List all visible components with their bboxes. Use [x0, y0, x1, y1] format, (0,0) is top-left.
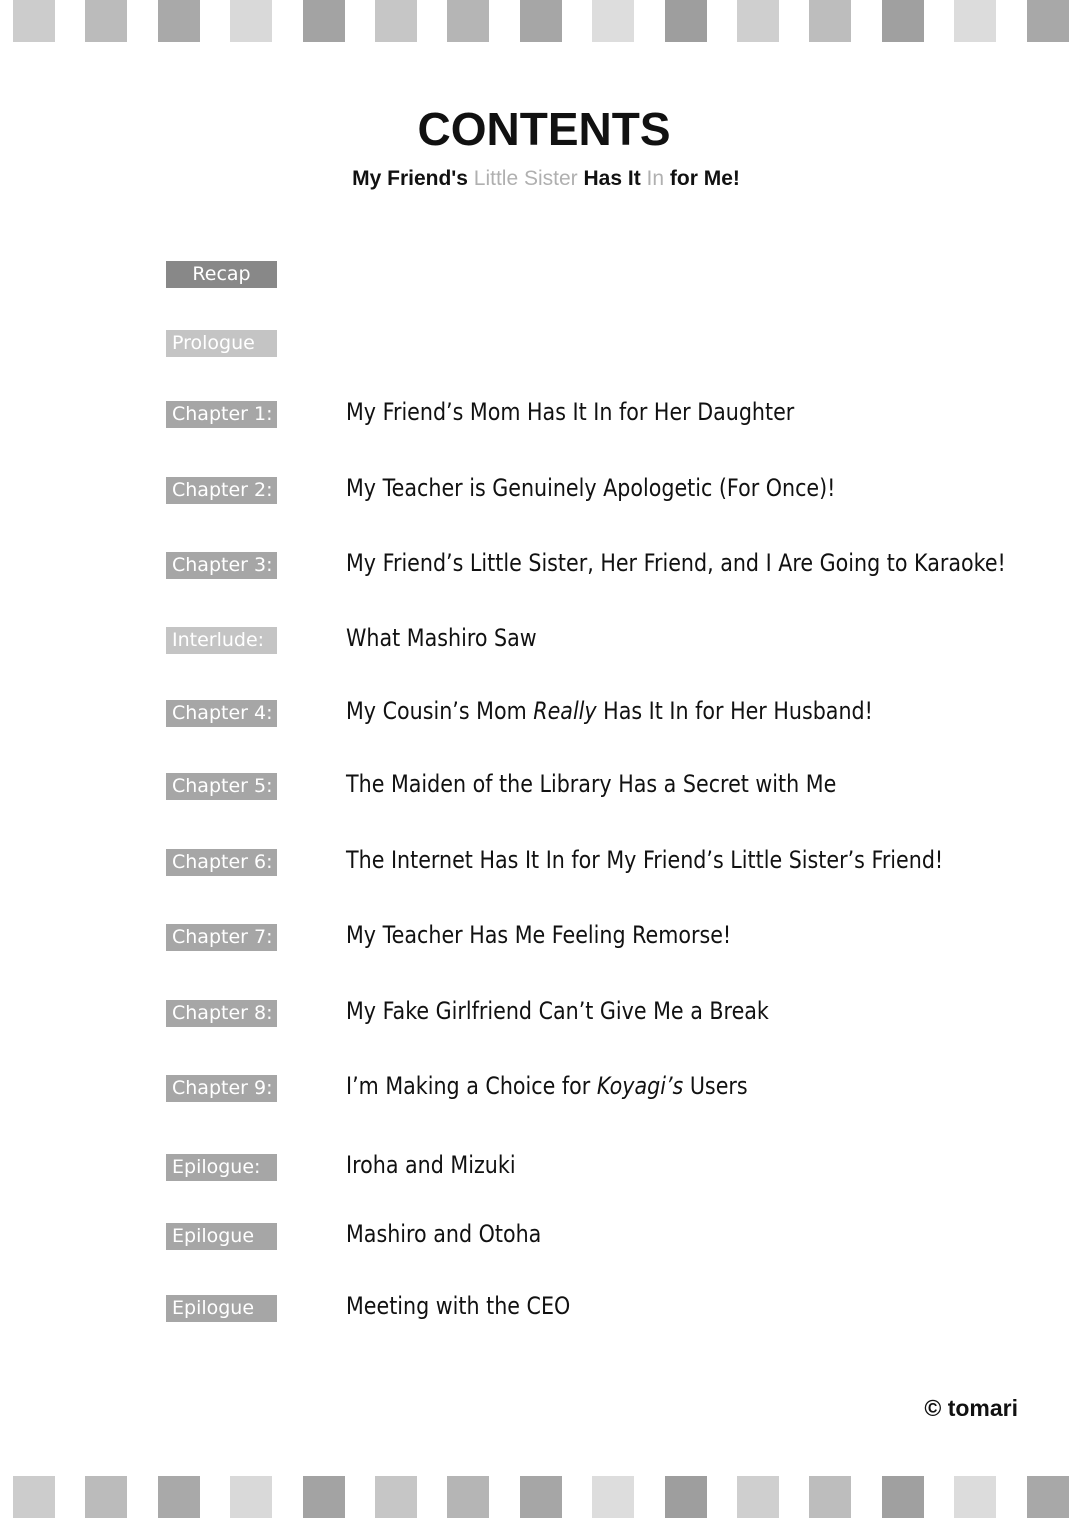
toc-entry[interactable]	[0, 330, 1080, 370]
decor-square	[592, 0, 634, 42]
toc-entry[interactable]	[0, 1292, 1080, 1346]
toc-entry-label: Prologue	[166, 330, 277, 357]
book-subtitle	[0, 167, 1080, 191]
toc-entry-label: Recap	[166, 261, 277, 288]
toc-entry-label: Chapter 9:	[166, 1075, 277, 1102]
decor-square	[520, 0, 562, 42]
decor-square	[737, 1476, 779, 1518]
decor-square	[447, 0, 489, 42]
toc-entry[interactable]	[0, 1220, 1080, 1274]
decor-square	[665, 1476, 707, 1518]
decor-square	[1027, 1476, 1069, 1518]
top-decorative-strip	[0, 0, 1080, 42]
toc-entry-title: My Teacher is Genuinely Apologetic (For Once)!	[346, 474, 836, 502]
toc-entry-label: Epilogue 2:	[166, 1223, 277, 1250]
decor-square	[1027, 0, 1069, 42]
toc-entry[interactable]	[0, 261, 1080, 301]
decor-square	[737, 0, 779, 42]
toc-entry[interactable]	[0, 1072, 1080, 1115]
toc-entry[interactable]	[0, 474, 1080, 517]
decor-square	[809, 0, 851, 42]
copyright-credit: © tomari	[924, 1395, 1018, 1421]
decor-square	[665, 0, 707, 42]
toc-entry-title: My Cousin’s Mom Really Has It In for Her Husband!	[346, 697, 873, 725]
toc-entry[interactable]	[0, 697, 1080, 740]
toc-entry[interactable]	[0, 398, 1080, 441]
toc-entry-title: The Maiden of the Library Has a Secret with Me	[346, 770, 837, 798]
decor-square	[882, 1476, 924, 1518]
toc-entry-title: Mashiro and Otoha	[346, 1220, 542, 1248]
toc-entry-title: Iroha and Mizuki	[346, 1151, 516, 1179]
toc-entry-title: My Fake Girlfriend Can’t Give Me a Break	[346, 997, 769, 1025]
toc-entry-title: What Mashiro Saw	[346, 624, 537, 652]
toc-entry-label: Epilogue:	[166, 1154, 277, 1181]
decor-square	[13, 0, 55, 42]
decor-square	[158, 1476, 200, 1518]
toc-entry[interactable]	[0, 1151, 1080, 1194]
subtitle-part: My Friend's	[352, 167, 474, 190]
decor-square	[375, 1476, 417, 1518]
toc-entry-label: Chapter 2:	[166, 477, 277, 504]
decor-square	[882, 0, 924, 42]
decor-square	[230, 0, 272, 42]
toc-entry[interactable]	[0, 549, 1080, 592]
decor-square	[303, 1476, 345, 1518]
decor-square	[375, 0, 417, 42]
decor-square	[447, 1476, 489, 1518]
decor-square	[85, 0, 127, 42]
page-title: CONTENTS	[417, 103, 671, 155]
subtitle-part: Little Sister	[473, 167, 578, 190]
decor-square	[230, 1476, 272, 1518]
decor-square	[158, 0, 200, 42]
toc-entry-label: Chapter 4:	[166, 700, 277, 727]
toc-entry-label: Epilogue 3:	[166, 1295, 277, 1322]
toc-entry-title: Meeting with the CEO	[346, 1292, 571, 1320]
decor-square	[809, 1476, 851, 1518]
toc-entry-label: Interlude:	[166, 627, 277, 654]
decor-square	[954, 0, 996, 42]
decor-square	[520, 1476, 562, 1518]
subtitle-part: for Me!	[664, 167, 740, 190]
bottom-decorative-strip	[0, 1476, 1080, 1518]
toc-entry[interactable]	[0, 846, 1080, 889]
decor-square	[13, 1476, 55, 1518]
toc-entry[interactable]	[0, 997, 1080, 1040]
toc-entry-title: I’m Making a Choice for Koyagi’s Users	[346, 1072, 748, 1100]
toc-entry[interactable]	[0, 770, 1080, 813]
toc-entry[interactable]	[0, 624, 1080, 667]
toc-entry-title: My Friend’s Little Sister, Her Friend, and I Are Going to Karaoke!	[346, 549, 1006, 577]
decor-square	[85, 1476, 127, 1518]
decor-square	[303, 0, 345, 42]
toc-entry-label: Chapter 8:	[166, 1000, 277, 1027]
decor-square	[592, 1476, 634, 1518]
subtitle-part: Has It	[577, 167, 647, 190]
subtitle-part: In	[646, 167, 665, 190]
toc-entry-label: Chapter 3:	[166, 552, 277, 579]
toc-entry-title: The Internet Has It In for My Friend’s Little Sister’s Friend!	[346, 846, 944, 874]
toc-entry-label: Chapter 1:	[166, 401, 277, 428]
toc-entry-label: Chapter 5:	[166, 773, 277, 800]
toc-entry[interactable]	[0, 921, 1080, 964]
toc-entry-title: My Teacher Has Me Feeling Remorse!	[346, 921, 732, 949]
toc-entry-label: Chapter 6:	[166, 849, 277, 876]
decor-square	[954, 1476, 996, 1518]
toc-entry-label: Chapter 7:	[166, 924, 277, 951]
toc-entry-title: My Friend’s Mom Has It In for Her Daughter	[346, 398, 795, 426]
